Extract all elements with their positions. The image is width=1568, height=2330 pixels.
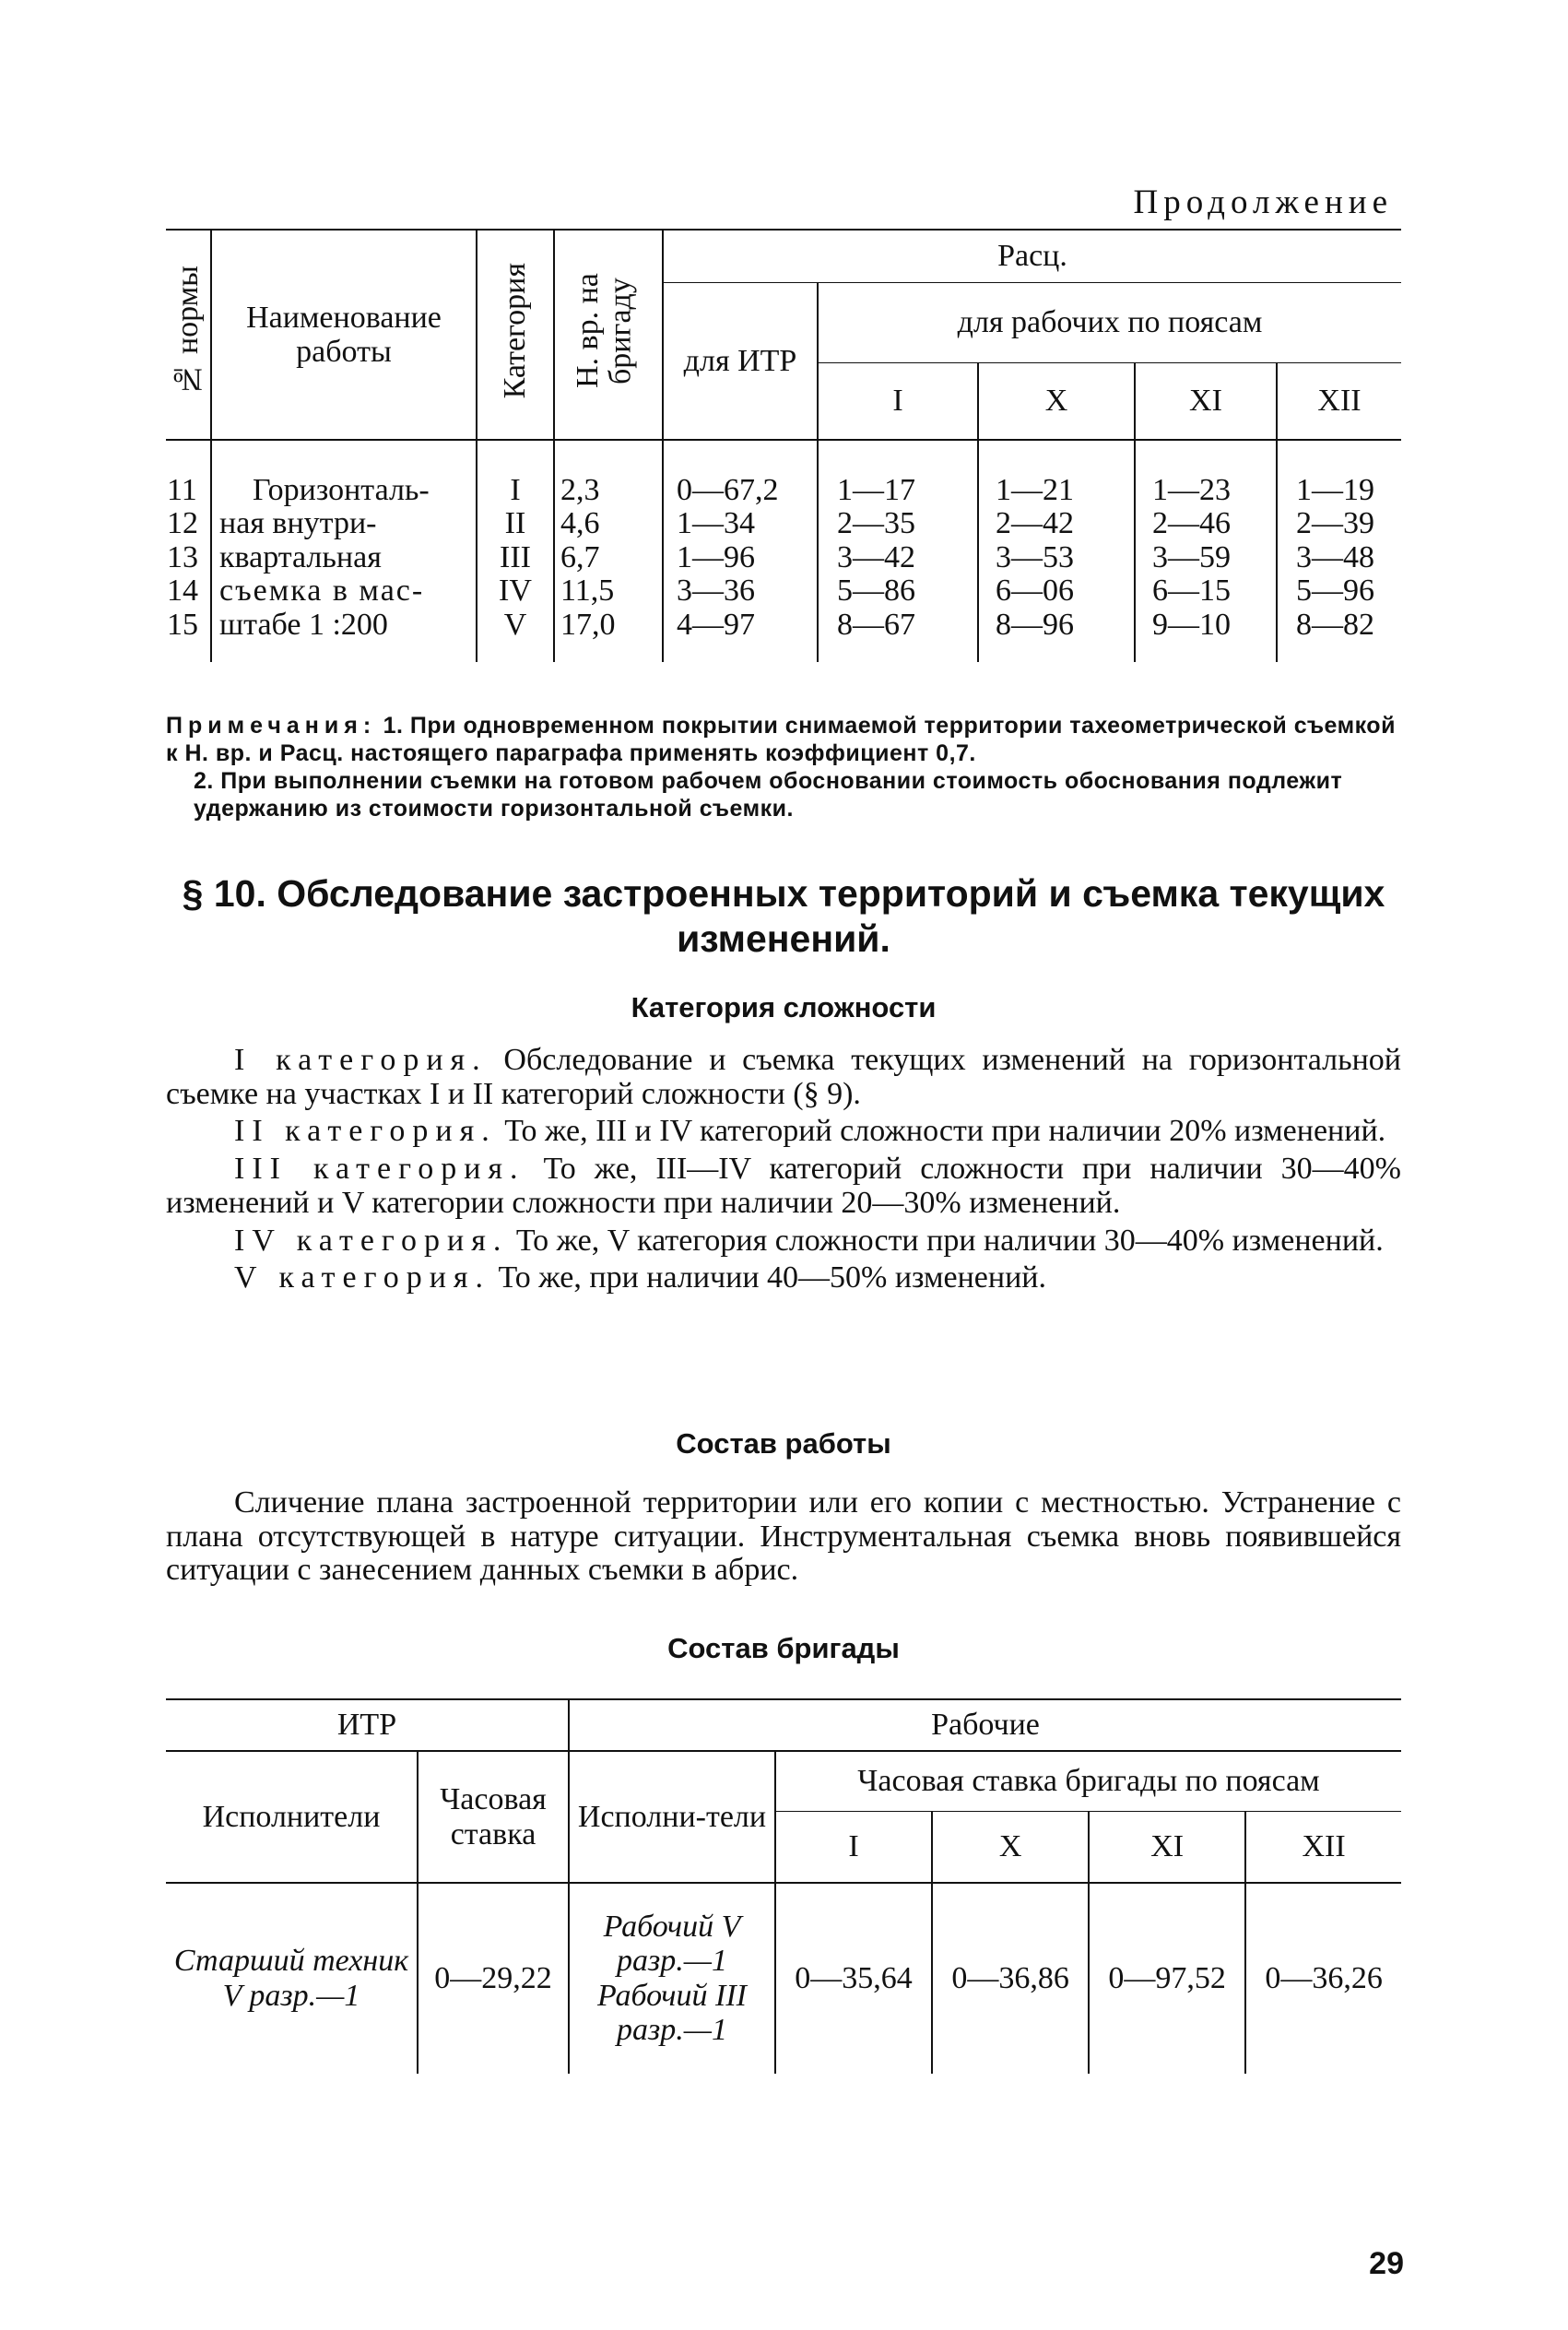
note-2: 2. При выполнении съемки на готовом рабочем обосновании стоимость обоснования подлежит удержанию из стоимости горизонтальной съемки. (194, 768, 1343, 822)
zone-4-rate: 0—36,26 (1245, 1883, 1401, 2074)
itr-performer-cell: Старший техник V разр.—1 (173, 1944, 409, 2013)
work-name-cell: Горизонталь- ная внутри- квартальная съемка в мас- штабе 1 :200 (211, 440, 477, 662)
zone-1-cell: 1—17 2—35 3—42 5—86 8—67 (818, 440, 978, 662)
category-paragraph: I категория. Обследование и съемка текущих изменений на горизонтальной съемке на участках I и II категорий сложности (§ 9). (166, 1043, 1402, 1111)
brigade-heading: Состав бригады (667, 1632, 900, 1664)
zone-4-cell: 1—19 2—39 3—48 5—96 8—82 (1277, 440, 1401, 662)
header-brigade-rate: Часовая ставка бригады по поясам (775, 1751, 1401, 1812)
category-paragraph: V категория. То же, при наличии 40—50% изменений. (234, 1260, 1046, 1295)
table-row (166, 440, 1401, 662)
zone-3-cell: 1—23 2—46 3—59 6—15 9—10 (1135, 440, 1277, 662)
header-nvr: Н. вр. на бригаду (554, 230, 663, 440)
header-norm-number: № нормы (166, 230, 211, 440)
complexity-heading: Категория сложности (631, 991, 937, 1023)
header-zone-1: I (775, 1812, 932, 1884)
categories-text (166, 1044, 1401, 1299)
table-row (166, 1883, 1401, 2074)
itr-rate-cell: 0—67,2 1—34 1—96 3—36 4—97 (663, 440, 818, 662)
header-hourly-rate: Часовая ставка (418, 1751, 569, 1883)
notes-block (166, 712, 1401, 822)
note-1-text: 1. При одновременном покрытии снимаемой территории тахеометрической съемкой к Н. вр. и Расц. настоящего параграфа применять коэффициент 0,7. (166, 713, 1396, 766)
category-paragraph: II категория. То же, III и IV категорий сложности при наличии 20% изменений. (234, 1114, 1386, 1149)
header-zone-3: XI (1135, 363, 1277, 441)
header-itr: для ИТР (663, 283, 818, 441)
page-number: 29 (1369, 2246, 1404, 2281)
header-zone-3: XI (1089, 1812, 1245, 1884)
header-zone-4: XII (1245, 1812, 1401, 1884)
header-zone-2: X (978, 363, 1135, 441)
header-work-name: Наименование работы (211, 230, 477, 440)
note-1 (166, 712, 1401, 767)
section-title: § 10. Обследование застроенных территорий и съемка текущих изменений. (182, 872, 1385, 961)
header-itr: ИТР (166, 1699, 569, 1751)
zone-2-rate: 0—36,86 (932, 1883, 1089, 2074)
category-paragraph: IV категория. То же, V категория сложности при наличии 30—40% изменений. (234, 1223, 1384, 1258)
zone-3-rate: 0—97,52 (1089, 1883, 1245, 2074)
category-paragraph: III категория. То же, III—IV категорий сложности при наличии 30—40% изменений и V категории сложности при наличии 20—30% изменений. (166, 1152, 1401, 1220)
header-rasc: Расц. (663, 230, 1401, 283)
header-category: Категория (477, 230, 554, 440)
header-performers: Исполнители (166, 1751, 418, 1883)
zone-1-rate: 0—35,64 (775, 1883, 932, 2074)
header-workers-zones: для рабочих по поясам (818, 283, 1401, 363)
work-text: Сличение плана застроенной территории или его копии с местностью. Устранение с плана отсутствующей в натуре ситуации. Инструментальная съемка вновь появившейся ситуации с занесением данных съемки в абрис. (166, 1485, 1401, 1588)
header-zone-2: X (932, 1812, 1089, 1884)
header-zone-1: I (818, 363, 978, 441)
brigade-table (166, 1698, 1401, 2074)
work-text-block (166, 1486, 1401, 1591)
header-workers: Рабочие (569, 1699, 1401, 1751)
nvr-cell: 2,3 4,6 6,7 11,5 17,0 (554, 440, 663, 662)
itr-rate-cell: 0—29,22 (418, 1883, 569, 2074)
work-heading: Состав работы (676, 1427, 891, 1460)
zone-2-cell: 1—21 2—42 3—53 6—06 8—96 (978, 440, 1135, 662)
norms-table-grid (166, 229, 1401, 662)
header-zone-4: XII (1277, 363, 1401, 441)
workers-cell: Рабочий V разр.—1 Рабочий III разр.—1 (569, 1883, 775, 2074)
notes-label: Примечания: (166, 713, 377, 739)
category-cell: I II III IV V (477, 440, 554, 662)
continuation-label: Продолжение (1133, 183, 1393, 221)
header-performers-2: Исполни-тели (569, 1751, 775, 1883)
norm-numbers-cell: 11 12 13 14 15 (167, 473, 198, 642)
